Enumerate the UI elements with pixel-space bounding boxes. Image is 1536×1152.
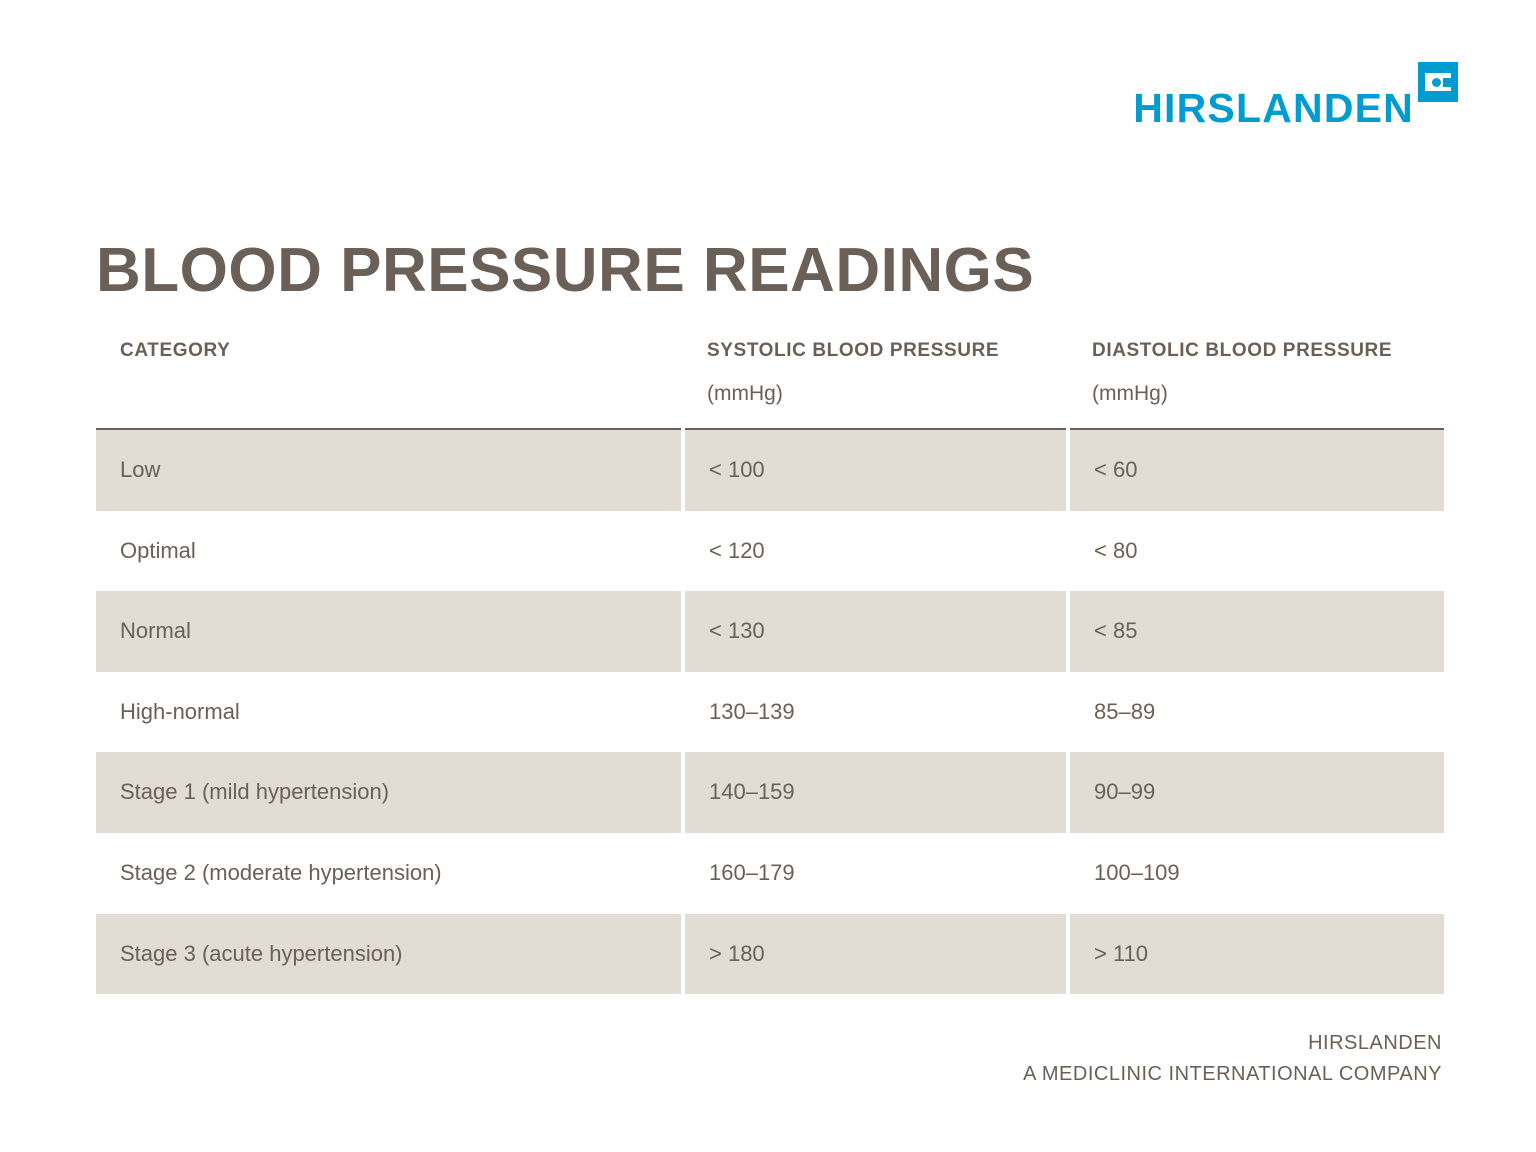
table-row bbox=[96, 833, 1444, 914]
footer-company-name: HIRSLANDEN bbox=[1308, 1032, 1442, 1054]
column-header-category bbox=[96, 338, 683, 429]
cell-diastolic: < 85 bbox=[1068, 591, 1444, 672]
column-header-systolic-unit: (mmHg) bbox=[707, 381, 783, 405]
footer bbox=[1023, 1028, 1442, 1090]
mark-dot bbox=[1432, 78, 1441, 87]
brand-wordmark: HIRSLANDEN bbox=[1133, 85, 1414, 131]
table-row bbox=[96, 672, 1444, 753]
column-header-diastolic bbox=[1068, 338, 1444, 429]
cell-systolic: < 130 bbox=[683, 591, 1068, 672]
column-header-diastolic-unit: (mmHg) bbox=[1092, 381, 1168, 405]
cell-diastolic: 100–109 bbox=[1068, 833, 1444, 914]
cell-category: High-normal bbox=[96, 672, 683, 753]
cell-diastolic: < 80 bbox=[1068, 511, 1444, 592]
blood-pressure-table bbox=[96, 338, 1444, 994]
cell-systolic: 160–179 bbox=[683, 833, 1068, 914]
cell-diastolic: < 60 bbox=[1068, 429, 1444, 511]
column-header-category-label: CATEGORY bbox=[120, 340, 231, 361]
cell-diastolic: 85–89 bbox=[1068, 672, 1444, 753]
column-header-systolic bbox=[683, 338, 1068, 429]
cell-diastolic: > 110 bbox=[1068, 914, 1444, 995]
table-row bbox=[96, 591, 1444, 672]
mark-notch bbox=[1443, 78, 1452, 87]
cell-category: Stage 1 (mild hypertension) bbox=[96, 752, 683, 833]
cell-category: Stage 2 (moderate hypertension) bbox=[96, 833, 683, 914]
table-row bbox=[96, 429, 1444, 511]
cell-category: Optimal bbox=[96, 511, 683, 592]
hirslanden-logo bbox=[1133, 62, 1458, 129]
cell-systolic: < 100 bbox=[683, 429, 1068, 511]
table-row bbox=[96, 511, 1444, 592]
table-header-row bbox=[96, 338, 1444, 429]
cell-category: Normal bbox=[96, 591, 683, 672]
cell-systolic: > 180 bbox=[683, 914, 1068, 995]
cell-diastolic: 90–99 bbox=[1068, 752, 1444, 833]
table-body bbox=[96, 429, 1444, 994]
cell-category: Low bbox=[96, 429, 683, 511]
table-header bbox=[96, 338, 1444, 429]
cell-category: Stage 3 (acute hypertension) bbox=[96, 914, 683, 995]
cell-systolic: 130–139 bbox=[683, 672, 1068, 753]
hirslanden-mark-icon bbox=[1418, 62, 1458, 102]
footer-tagline: A MEDICLINIC INTERNATIONAL COMPANY bbox=[1023, 1063, 1442, 1085]
table-row bbox=[96, 752, 1444, 833]
cell-systolic: 140–159 bbox=[683, 752, 1068, 833]
blood-pressure-table-container bbox=[96, 338, 1444, 994]
cell-systolic: < 120 bbox=[683, 511, 1068, 592]
column-header-diastolic-label: DIASTOLIC BLOOD PRESSURE bbox=[1092, 340, 1393, 361]
table-row bbox=[96, 914, 1444, 995]
page-title: BLOOD PRESSURE READINGS bbox=[96, 235, 1035, 305]
column-header-systolic-label: SYSTOLIC BLOOD PRESSURE bbox=[707, 340, 1000, 361]
